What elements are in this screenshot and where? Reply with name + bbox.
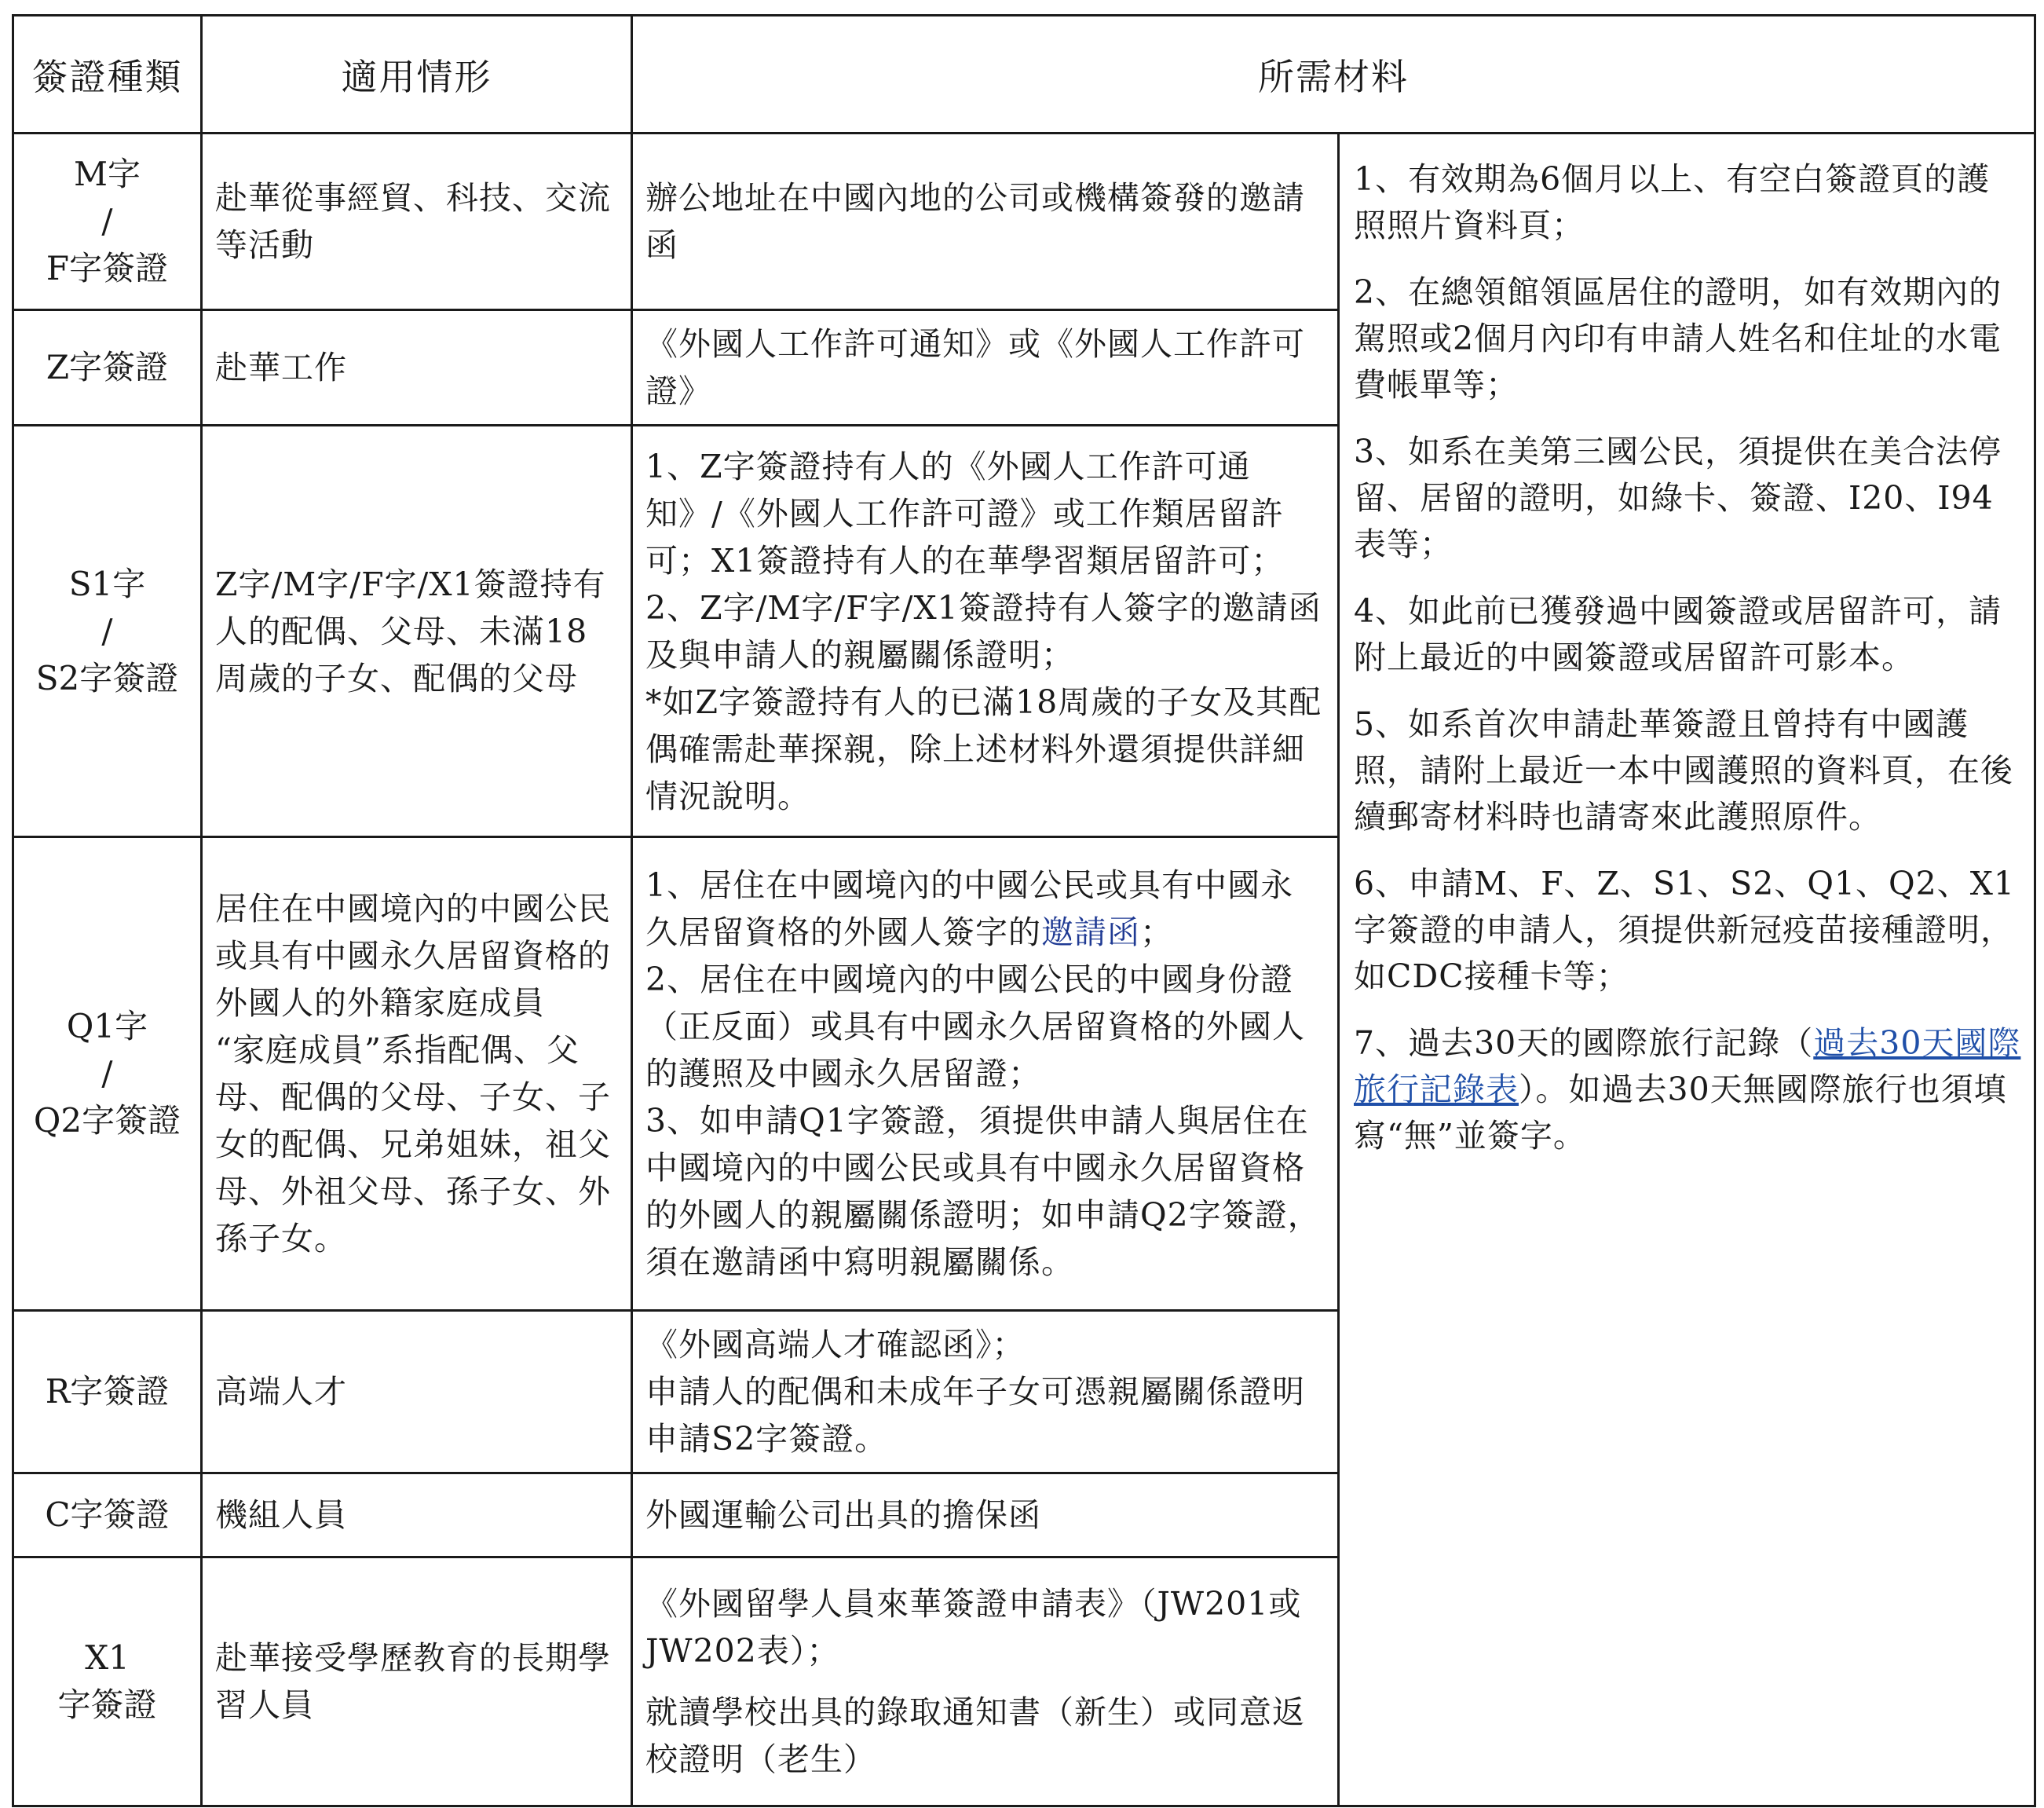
situation-cell: Z字/M字/F字/X1簽證持有人的配偶、父母、未滿18周歲的子女、配偶的父母 [202,426,632,837]
situation-cell: 赴華接受學歷教育的長期學習人員 [202,1557,632,1806]
header-row [13,16,2035,134]
visa-type-cell: R字簽證 [13,1311,202,1473]
situation-cell: 機組人員 [202,1473,632,1557]
visa-type-cell: C字簽證 [13,1473,202,1557]
visa-type-cell: Q1字 / Q2字簽證 [13,837,202,1311]
situation-cell: 居住在中國境內的中國公民或具有中國永久居留資格的外國人的外籍家庭成員 “家庭成員”系指配偶、父母、配偶的父母、子女、子女的配偶、兄弟姐妹，祖父母、外祖父母、孫子女、外孫子女。 [202,837,632,1311]
requirement-6: 6、申請M、F、Z、S1、S2、Q1、Q2、X1字簽證的申請人，須提供新冠疫苗接種證明，如CDC接種卡等； [1354,865,2016,995]
visa-type-cell: Z字簽證 [13,310,202,426]
materials-cell: 1、Z字簽證持有人的《外國人工作許可通知》/《外國人工作許可證》或工作類居留許可；X1簽證持有人的在華學習類居留許可； 2、Z字/M字/F字/X1簽證持有人簽字的邀請函及與申請人的親屬關係證明； *如Z字簽證持有人的已滿18周歲的子女及其配偶確需赴華探親，除上述材料外還須提供詳細情況說明。 [632,426,1339,837]
visa-requirements-table [12,14,2036,1807]
requirement-7: 7、過去30天的國際旅行記錄（過去30天國際旅行記錄表）。如過去30天無國際旅行也須填寫“無”並簽字。 [1354,1024,2021,1155]
situation-cell: 赴華從事經貿、科技、交流等活動 [202,134,632,310]
header-situation: 適用情形 [202,16,632,134]
situation-cell: 赴華工作 [202,310,632,426]
materials-cell: 《外國高端人才確認函》； 申請人的配偶和未成年子女可憑親屬關係證明申請S2字簽證。 [632,1311,1339,1473]
common-requirements-cell [1339,134,2035,1806]
visa-type-cell: X1 字簽證 [13,1557,202,1806]
visa-type-cell: M字 / F字簽證 [13,134,202,310]
situation-cell: 高端人才 [202,1311,632,1473]
materials-cell: 《外國人工作許可通知》或《外國人工作許可證》 [632,310,1339,426]
materials-cell: 《外國留學人員來華簽證申請表》（JW201或JW202表）； 就讀學校出具的錄取通知書（新生）或同意返校證明（老生） [632,1557,1339,1806]
header-materials: 所需材料 [632,16,2035,134]
materials-cell: 辦公地址在中國內地的公司或機構簽發的邀請函 [632,134,1339,310]
header-visa-type: 簽證種類 [13,16,202,134]
requirement-5: 5、如系首次申請赴華簽證且曾持有中國護照，請附上最近一本中國護照的資料頁，在後續郵寄材料時也請寄來此護照原件。 [1354,705,2013,836]
materials-cell: 外國運輸公司出具的擔保函 [632,1473,1339,1557]
travel-record-form-link[interactable]: 過去30天國際旅行記錄表 [1354,1024,2021,1108]
invitation-letter-link[interactable]: 邀請函 [1041,913,1140,951]
requirement-1: 1、有效期為6個月以上、有空白簽證頁的護照照片資料頁； [1354,160,1991,244]
requirement-3: 3、如系在美第三國公民，須提供在美合法停留、居留的證明，如綠卡、簽證、I20、I94表等； [1354,433,2002,563]
table-row [13,134,2035,310]
requirement-2: 2、在總領館領區居住的證明，如有效期內的駕照或2個月內印有申請人姓名和住址的水電費帳單等； [1354,273,2002,404]
visa-type-cell: S1字 / S2字簽證 [13,426,202,837]
requirement-4: 4、如此前已獲發過中國簽證或居留許可，請附上最近的中國簽證或居留許可影本。 [1354,592,2002,676]
materials-cell: 1、居住在中國境內的中國公民或具有中國永久居留資格的外國人簽字的邀請函； 2、居住在中國境內的中國公民的中國身份證（正反面）或具有中國永久居留資格的外國人的護照及中國永久居留證； 3、如申請Q1字簽證，須提供申請人與居住在中國境內的中國公民或具有中國永久居留資格的外國人的親屬關係證明；如申請Q2字簽證，須在邀請函中寫明親屬關係。 [632,837,1339,1311]
